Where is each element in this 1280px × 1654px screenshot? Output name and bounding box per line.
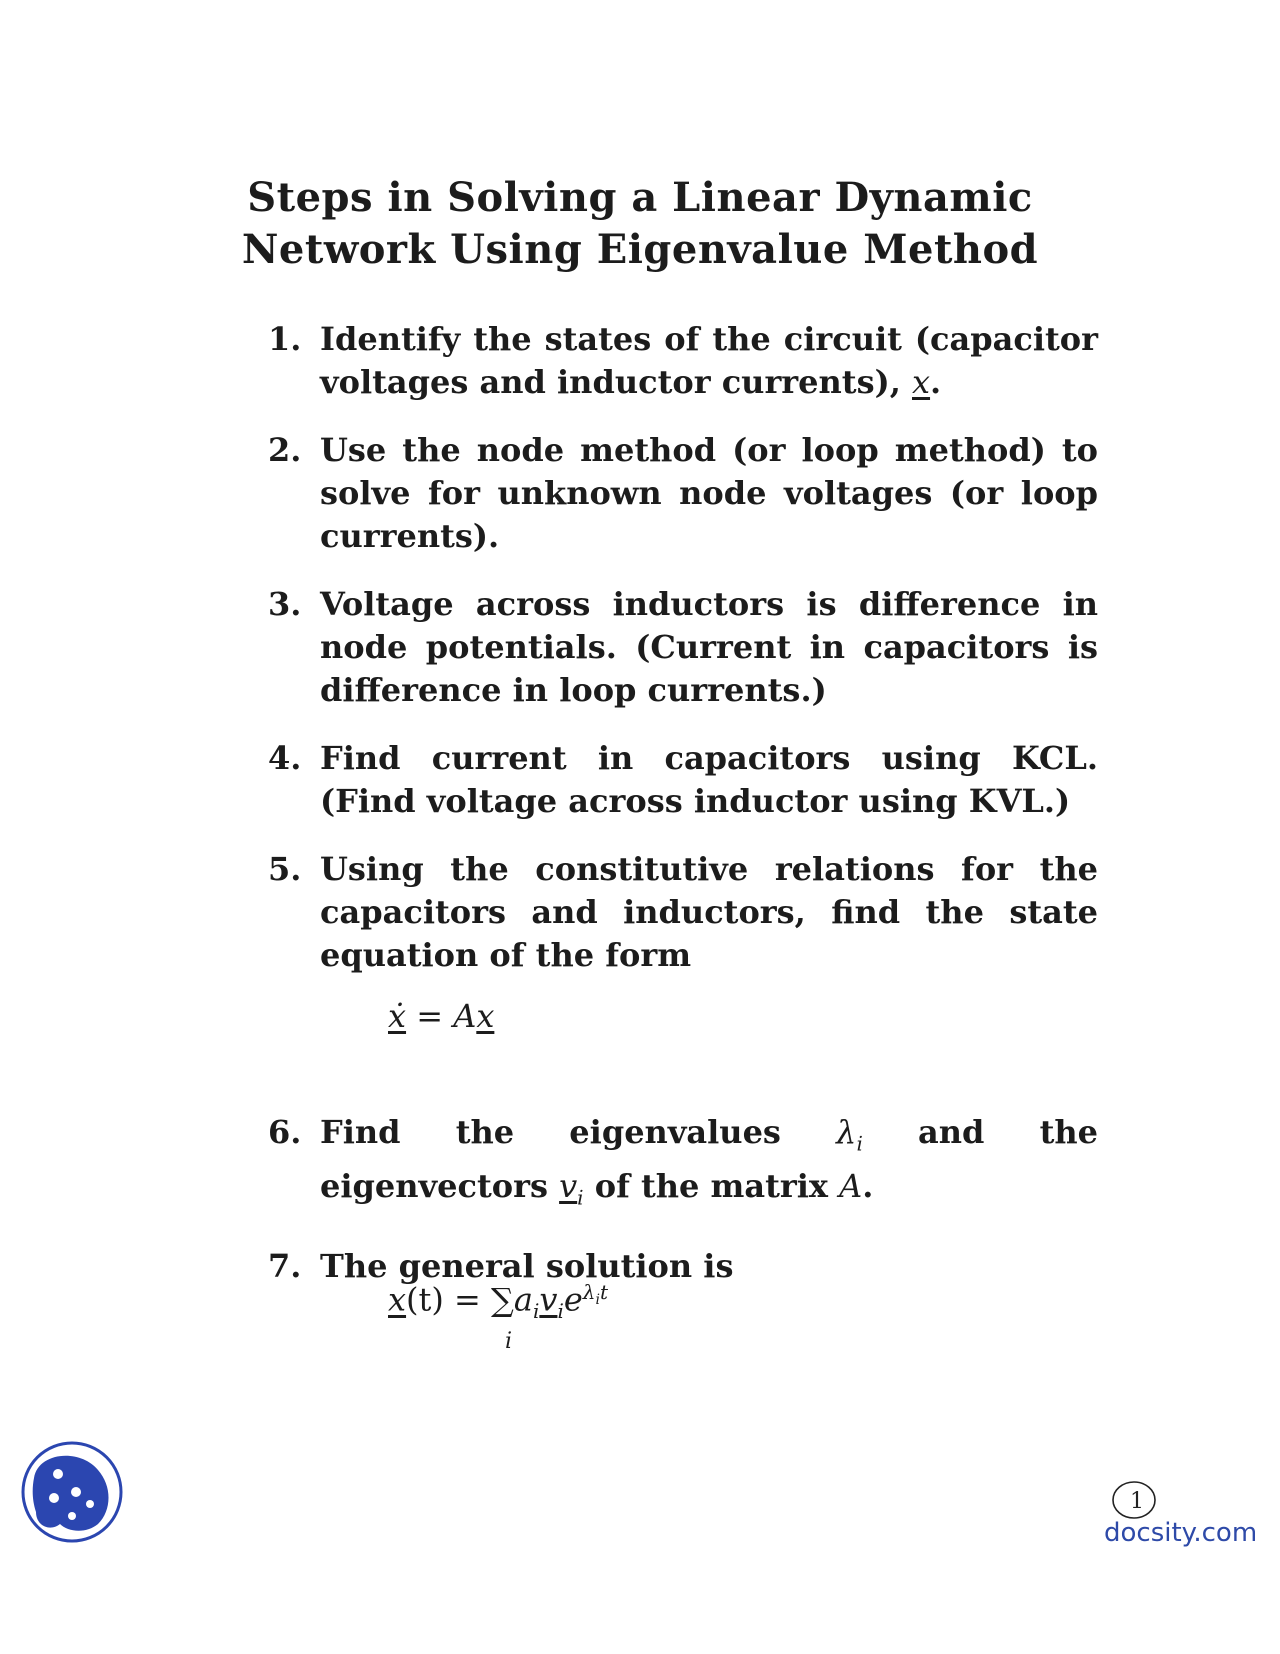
title-line-2: Network Using Eigenvalue Method [241, 226, 1039, 273]
eigenvector-v: $v_i$ [559, 1167, 584, 1210]
step-number: 2. [268, 431, 302, 469]
step-text: Identify the states of the circuit (capacitor voltages and inductor currents), x. [320, 320, 1098, 401]
step-text: Using the constitutive relations for the capacitors and inductors, find the state equation of the form [320, 850, 1098, 974]
steps-list [268, 318, 1098, 1288]
step-number: 4. [268, 739, 302, 777]
step-2 [268, 429, 1098, 558]
handwritten-page-number [1110, 1478, 1158, 1522]
state-vector-x: x [912, 363, 931, 401]
exponent: λit [582, 1280, 608, 1308]
state-equation: ẋ = Ax [388, 997, 495, 1035]
step-number: 5. [268, 850, 302, 888]
step-1 [268, 318, 1098, 404]
summation: ∑ i [491, 1280, 514, 1320]
title-line-1: Steps in Solving a Linear Dynamic [247, 174, 1033, 221]
step-6 [268, 1111, 1098, 1220]
step-5 [268, 848, 1098, 977]
step-text: Find current in capacitors using KCL. (Find voltage across inductor using KVL.) [320, 739, 1098, 820]
step-text: The general solution is [320, 1246, 734, 1285]
matrix-A: A [839, 1167, 863, 1206]
page-number-text: 1 [1130, 1489, 1144, 1514]
step-text: Voltage across inductors is difference in node potentials. (Current in capacitors is difference in loop currents.) [320, 585, 1098, 709]
step-number: 6. [268, 1113, 302, 1151]
page-title [240, 172, 1040, 276]
docsity-brand-link[interactable]: docsity.com [1104, 1518, 1258, 1548]
step-number: 3. [268, 585, 302, 623]
general-solution-equation: x(t) = ∑ i $a_iv_ie^{\lambda_it}$ [388, 1272, 608, 1331]
step-text: Find the eigenvalues $\lambda_i$ and the eigenvectors $v_i$ of the matrix A. [320, 1113, 1099, 1210]
step-3 [268, 583, 1098, 712]
step-number: 1. [268, 320, 302, 358]
step-text: Use the node method (or loop method) to solve for unknown node voltages (or loop currents). [320, 431, 1098, 555]
step-number: 7. [268, 1246, 302, 1285]
step-4 [268, 737, 1098, 823]
docsity-logo-icon[interactable] [20, 1440, 124, 1544]
eigenvalue-lambda: $\lambda_i$ [836, 1113, 863, 1156]
summation-index: i [505, 1328, 513, 1354]
